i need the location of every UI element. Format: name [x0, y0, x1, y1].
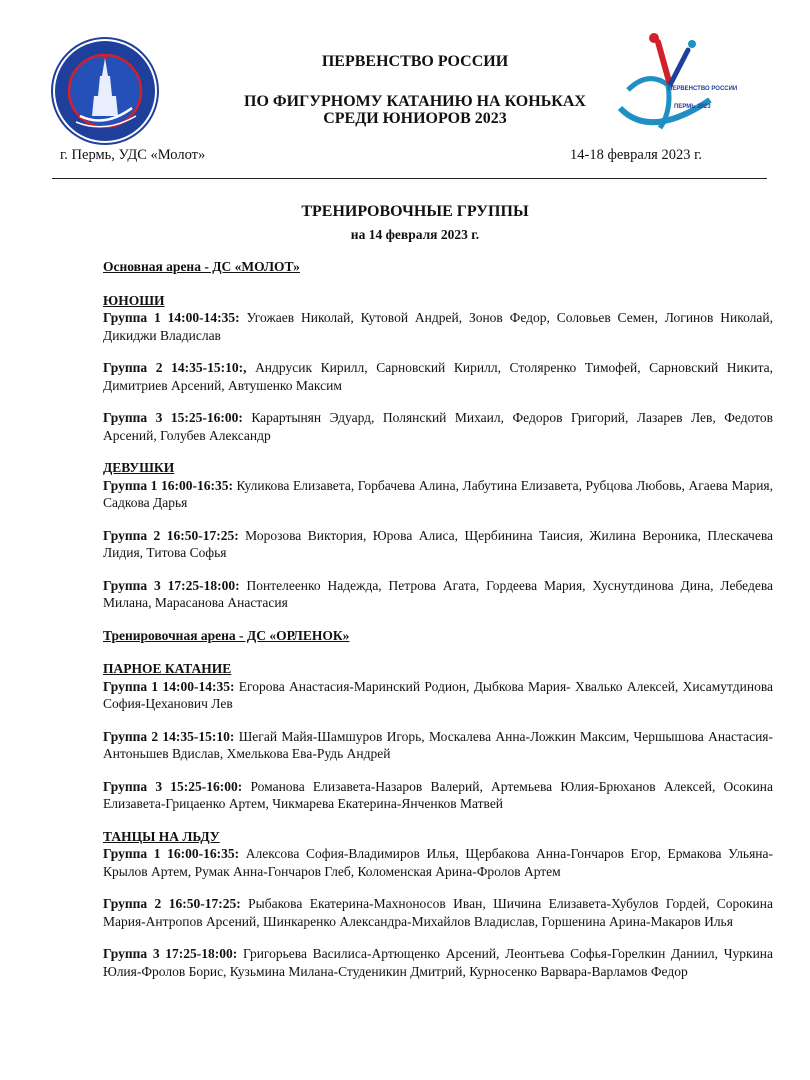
group-members: Алексова София-Владимиров Илья, Щербакова Анна-Гончаров Егор, Ермакова Ульяна-Крылов Артем, Румак Анна-Гончаров Глеб, Коломенская Арина-Фролов Артем [103, 846, 774, 879]
arena-heading: Тренировочная арена - ДС «ОРЛЕНОК» [103, 627, 350, 643]
group-label: Группа 1 14:00-14:35: [103, 678, 235, 694]
arena-heading: Основная арена - ДС «МОЛОТ» [103, 259, 300, 274]
group-members: Куликова Елизавета, Горбачева Алина, Лабутина Елизавета, Рубцова Любовь, Агаева Мария, Садкова Дарья [103, 477, 774, 510]
group-members: Карартынян Эдуард, Полянский Михаил, Федоров Григорий, Лазарев Лев, Федотов Арсений, Голубев Александр [103, 410, 774, 443]
group-label: Группа 2 14:35-15:10:, [103, 360, 247, 375]
group-label: Группа 3 15:25-16:00: [103, 778, 243, 794]
group-members: Морозова Виктория, Юрова Алиса, Щербинина Таисия, Жилина Вероника, Плескачева Лидия, Титова Софья [103, 527, 774, 560]
group-label: Группа 3 17:25-18:00: [103, 946, 238, 961]
section-title: ДЕВУШКИ [103, 460, 175, 475]
championship-logo-caption [668, 85, 737, 111]
group-label: Группа 2 14:35-15:10: [103, 728, 235, 744]
schedule-content [103, 258, 773, 995]
group-label: Группа 2 16:50-17:25: [103, 896, 241, 911]
group-members: Романова Елизавета-Назаров Валерий, Артемьева Юлия-Брюханов Алексей, Осокина Елизавета-Грицаенко Артем, Чикмарева Екатерина-Янченков Матвей [103, 778, 774, 811]
group-entry [103, 945, 773, 980]
group-entry [103, 577, 773, 612]
group-label: Группа 1 16:00-16:35: [103, 846, 240, 861]
section-boys [103, 292, 773, 445]
group-entry [103, 359, 773, 394]
group-label: Группа 1 16:00-16:35: [103, 477, 233, 493]
group-entry [103, 895, 773, 930]
championship-logo-caption-2: ПЕРМЬ 2023 [674, 104, 711, 110]
group-members: Понтелеенко Надежда, Петрова Агата, Гордеева Мария, Хуснутдинова Дина, Лебедева Милана, Марасанова Анастасия [103, 577, 774, 610]
group-entry [103, 845, 773, 880]
section-title: ПАРНОЕ КАТАНИЕ [103, 661, 232, 676]
group-label: Группа 1 14:00-14:35: [103, 310, 240, 325]
venue-city: г. Пермь, УДС «Молот» [60, 147, 206, 163]
section-title: ТАНЦЫ НА ЛЬДУ [103, 828, 220, 844]
group-members: Шегай Майя-Шамшуров Игорь, Москалева Анна-Ложкин Максим, Чершышова Анастасия-Антоньшев Вдислав, Хмелькова Ева-Рудь Андрей [103, 728, 774, 761]
event-dates: 14-18 февраля 2023 г. [570, 147, 703, 163]
federation-emblem-logo [50, 36, 160, 146]
section-pairs [103, 660, 773, 813]
header-title-line1: ПЕРВЕНСТВО РОССИИ [321, 53, 509, 70]
group-members: Угожаев Николай, Кутовой Андрей, Зонов Федор, Соловьев Семен, Логинов Николай, Дикиджи Владислав [103, 310, 774, 343]
group-entry [103, 477, 773, 512]
header-title-line3: СРЕДИ ЮНИОРОВ 2023 [323, 110, 507, 127]
championship-logo-caption-1: ПЕРВЕНСТВО РОССИИ [668, 86, 738, 92]
document-subtitle: на 14 февраля 2023 г. [350, 227, 480, 242]
group-members: Рыбакова Екатерина-Махноносов Иван, Шичина Елизавета-Хубулов Гордей, Сорокина Мария-Антропов Арсений, Шинкаренко Александра-Михайлов Владислав, Горшенина Арина-Макаров Илья [103, 896, 773, 929]
group-entry [103, 778, 773, 813]
group-label: Группа 3 15:25-16:00: [103, 410, 243, 425]
group-entry [103, 409, 773, 444]
section-title: ЮНОШИ [103, 292, 165, 308]
group-entry [103, 678, 773, 713]
group-members: Григорьева Василиса-Артющенко Арсений, Леонтьева Софья-Горелкин Даниил, Чуркина Юлия-Фролов Борис, Кузьмина Милана-Студеникин Дмитрий, Курносенко Варвара-Варламов Федор [103, 946, 774, 979]
section-girls [103, 459, 773, 612]
group-entry [103, 309, 773, 344]
group-entry [103, 527, 773, 562]
group-members: Андрусик Кирилл, Сарновский Кирилл, Столяренко Тимофей, Сарновский Никита, Димитриев Арсений, Автушенко Максим [103, 360, 773, 393]
group-entry [103, 728, 773, 763]
group-label: Группа 3 17:25-18:00: [103, 577, 240, 593]
header-title-line2: ПО ФИГУРНОМУ КАТАНИЮ НА КОНЬКАХ [244, 93, 586, 110]
group-members: Егорова Анастасия-Маринский Родион, Дыбкова Мария- Хвалько Алексей, Хисамутдинова София-Цеханович Лев [103, 678, 774, 711]
section-ice-dance [103, 828, 773, 981]
header-divider [52, 178, 767, 179]
group-label: Группа 2 16:50-17:25: [103, 527, 239, 543]
document-title: ТРЕНИРОВОЧНЫЕ ГРУППЫ [301, 203, 529, 220]
